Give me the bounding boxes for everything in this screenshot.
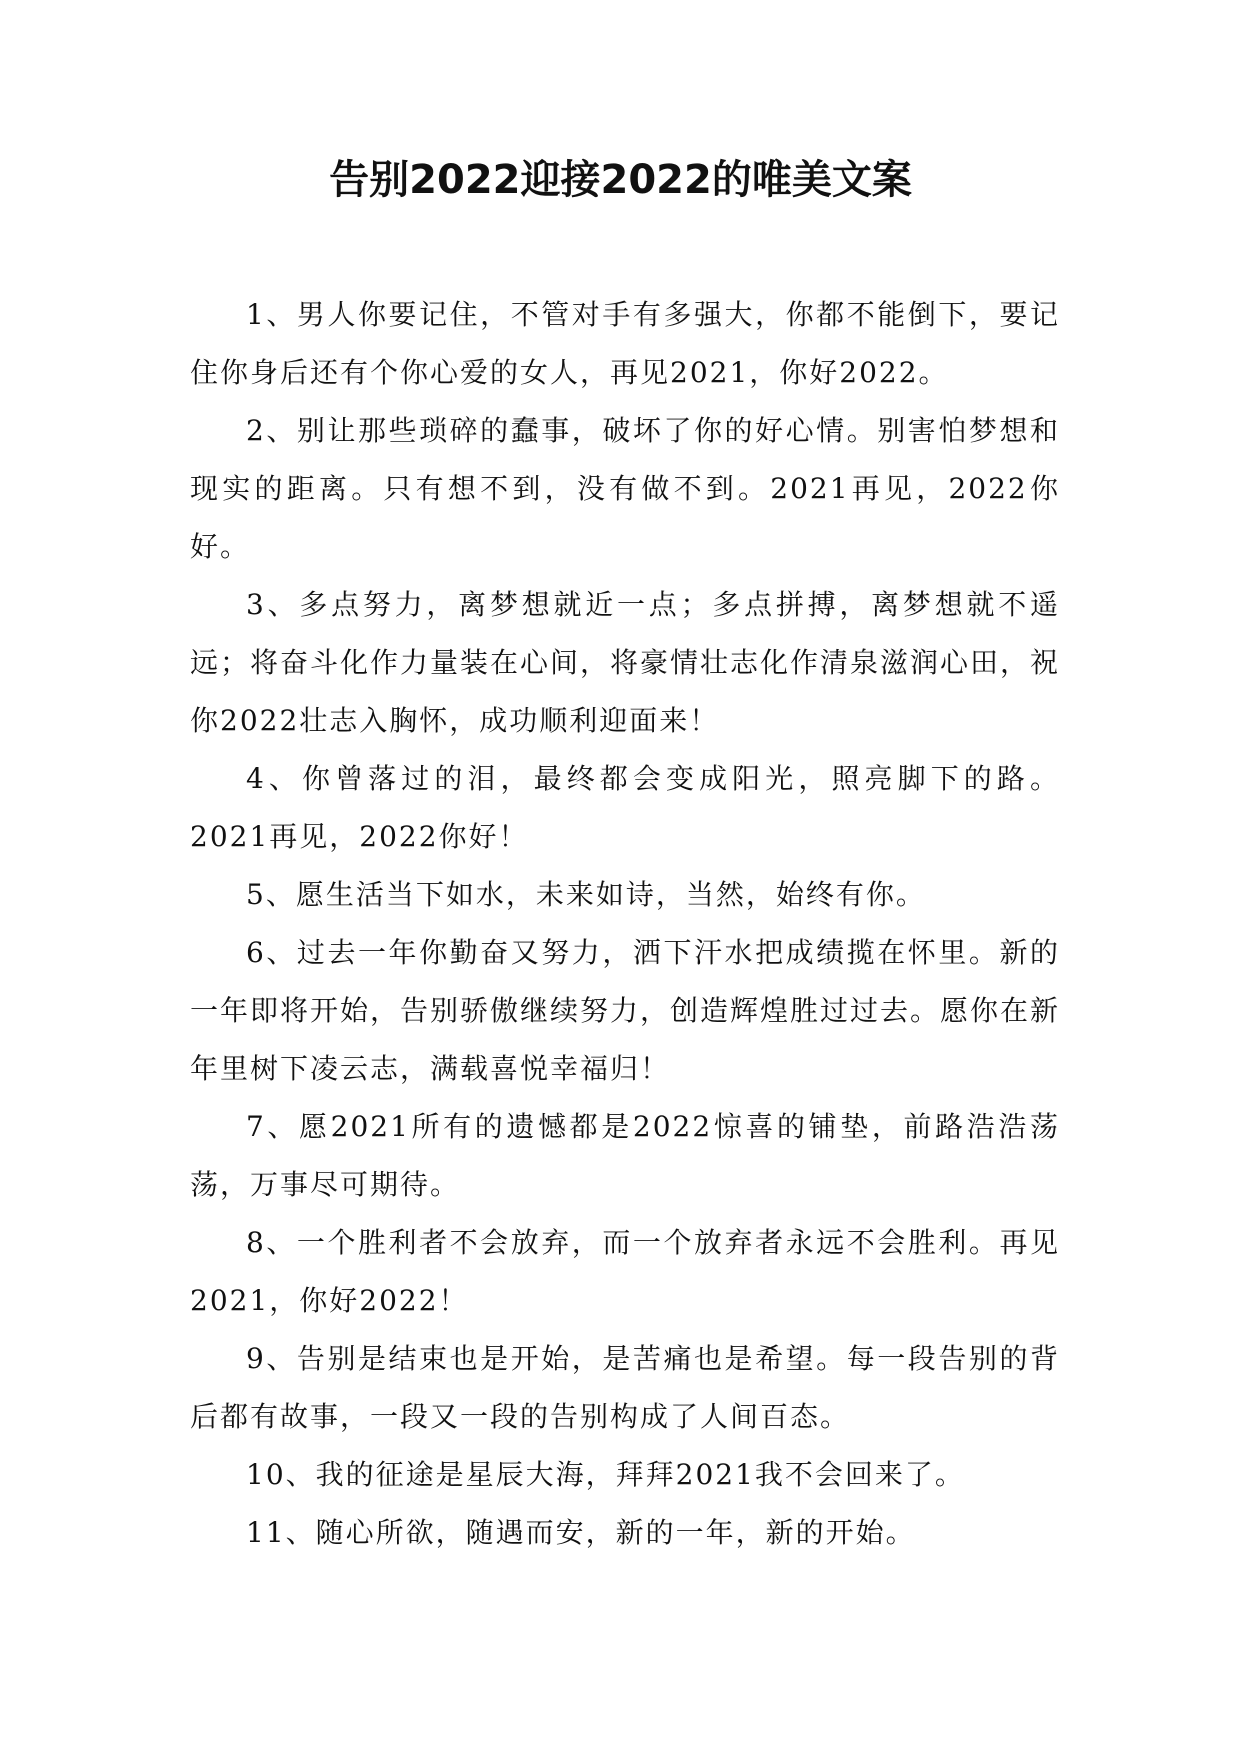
paragraph-9: 9、告别是结束也是开始，是苦痛也是希望。每一段告别的背后都有故事，一段又一段的告别构成了人间百态。	[190, 1342, 1060, 1433]
document-body	[190, 286, 1060, 1562]
paragraph-5: 5、愿生活当下如水，未来如诗，当然，始终有你。	[246, 878, 926, 911]
paragraph-7: 7、愿2021所有的遗憾都是2022惊喜的铺垫，前路浩浩荡荡，万事尽可期待。	[190, 1110, 1060, 1201]
paragraph-1: 1、男人你要记住，不管对手有多强大，你都不能倒下，要记住你身后还有个你心爱的女人，再见2021，你好2022。	[190, 298, 1060, 389]
paragraph-3: 3、多点努力，离梦想就近一点；多点拼搏，离梦想就不遥远；将奋斗化作力量装在心间，将豪情壮志化作清泉滋润心田，祝你2022壮志入胸怀，成功顺利迎面来！	[190, 588, 1061, 737]
paragraph-11: 11、随心所欲，随遇而安，新的一年，新的开始。	[246, 1516, 916, 1549]
paragraph-2: 2、别让那些琐碎的蠢事，破坏了你的好心情。别害怕梦想和现实的距离。只有想不到，没有做不到。2021再见，2022你好。	[190, 414, 1060, 563]
document-title: 告别2022迎接2022的唯美文案	[329, 157, 912, 203]
paragraph-4: 4、你曾落过的泪，最终都会变成阳光，照亮脚下的路。2021再见，2022你好！	[190, 762, 1060, 853]
paragraph-10: 10、我的征途是星辰大海，拜拜2021我不会回来了。	[246, 1458, 965, 1491]
paragraph-6: 6、过去一年你勤奋又努力，洒下汗水把成绩揽在怀里。新的一年即将开始，告别骄傲继续努力，创造辉煌胜过过去。愿你在新年里树下凌云志，满载喜悦幸福归！	[190, 936, 1061, 1085]
paragraph-8: 8、一个胜利者不会放弃，而一个放弃者永远不会胜利。再见2021，你好2022！	[190, 1226, 1060, 1317]
